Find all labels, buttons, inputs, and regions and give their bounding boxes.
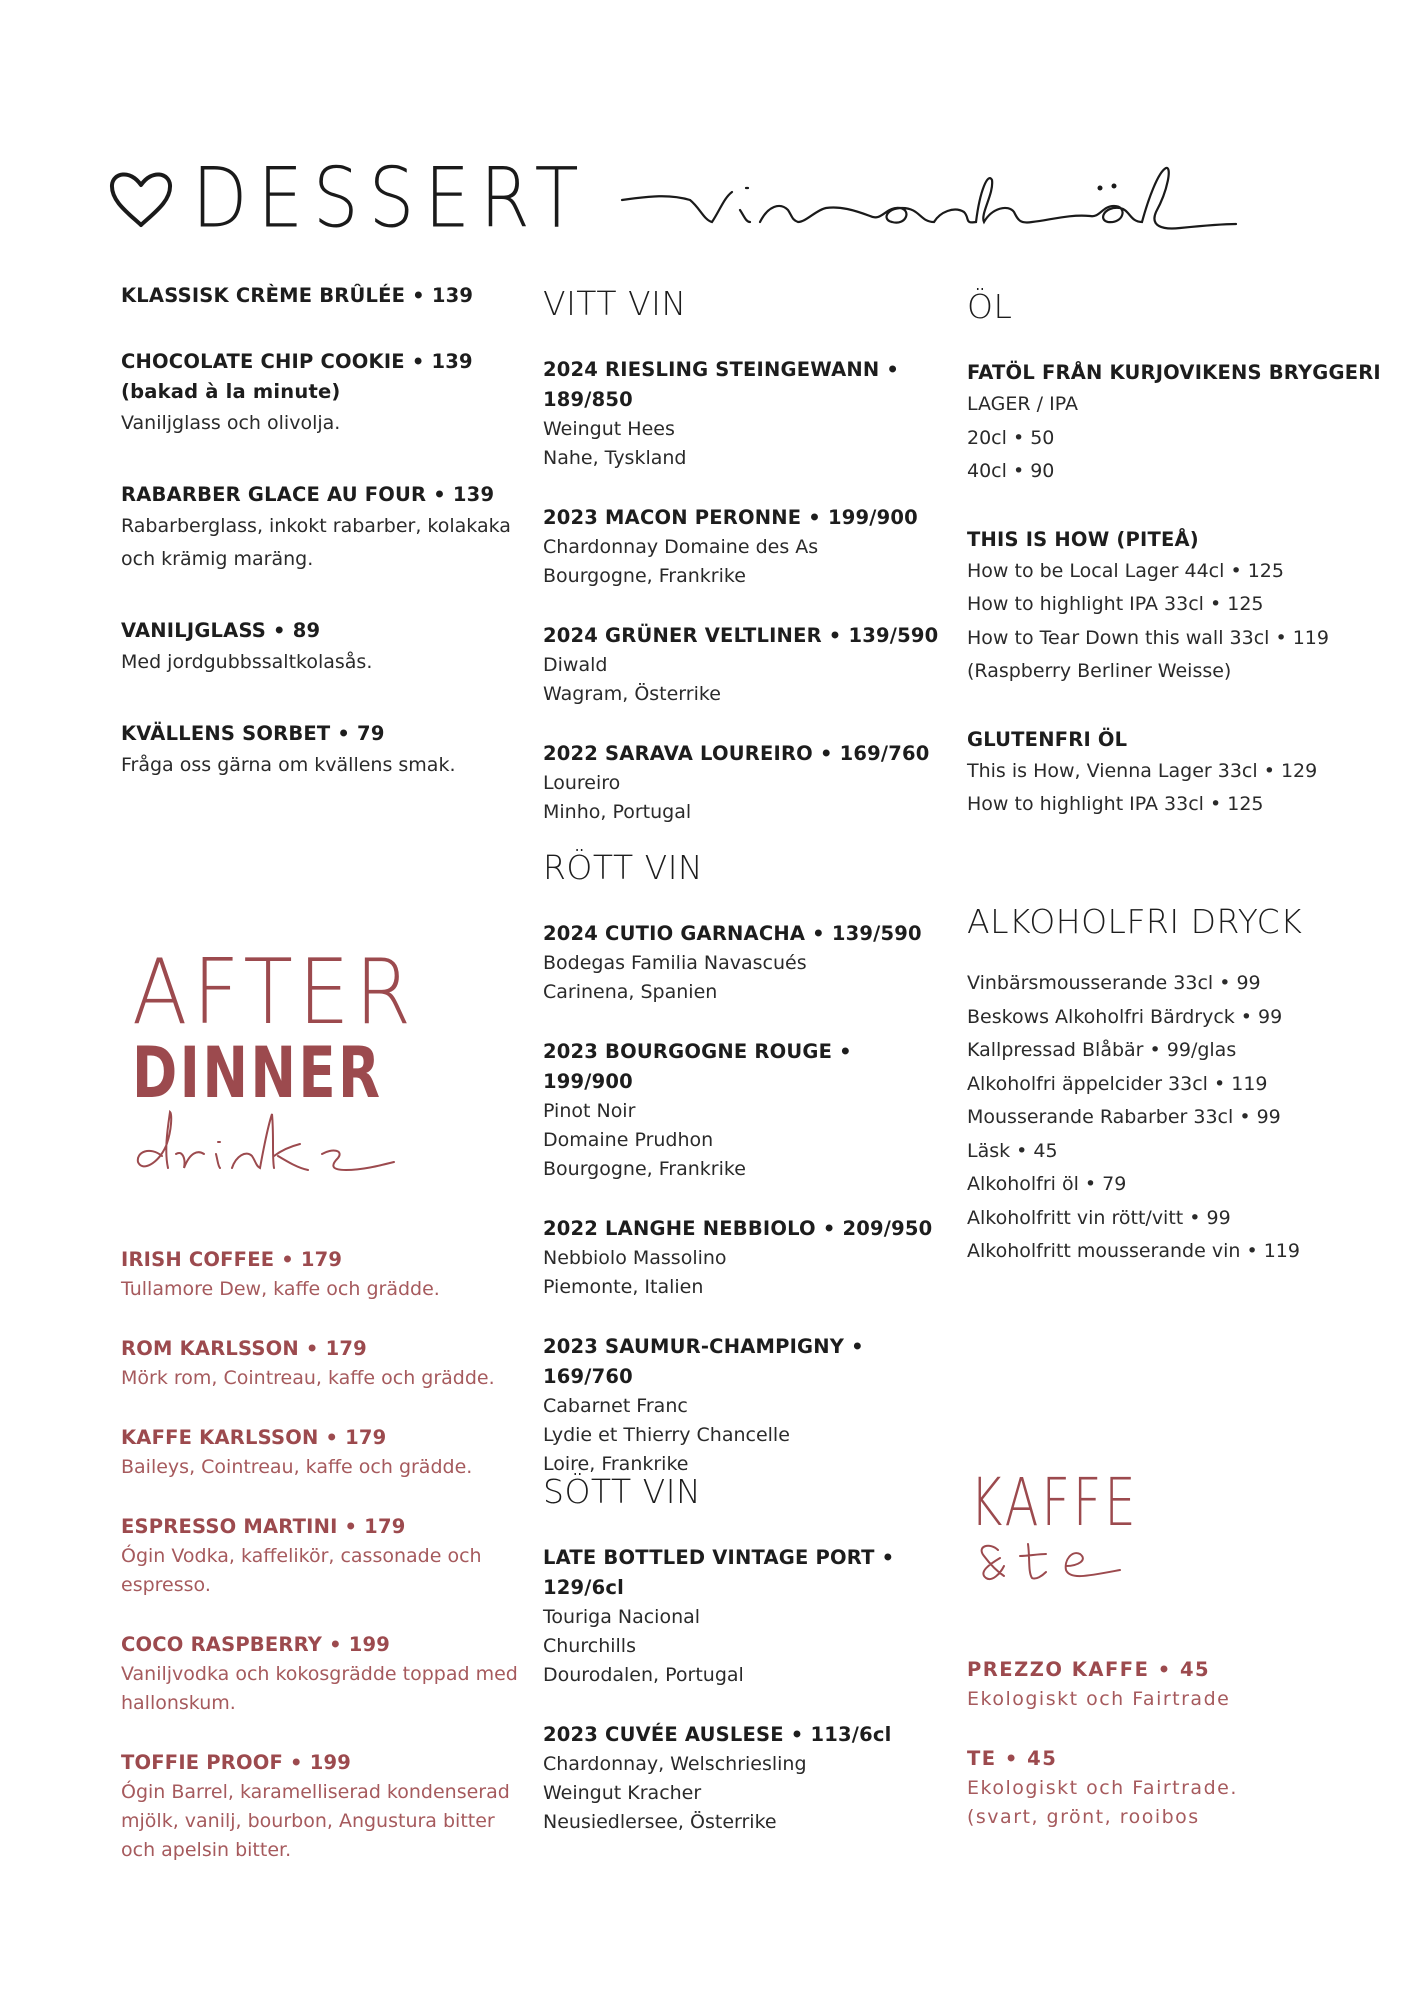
ol-list bbox=[967, 358, 1387, 822]
item-name: KLASSISK CRÈME BRÛLÉE • 139 bbox=[121, 284, 474, 307]
item-name: 2024 RIESLING STEINGEWANN • 189/850 bbox=[543, 358, 900, 411]
menu-item bbox=[967, 525, 1387, 689]
menu-item bbox=[121, 719, 521, 782]
menu-item bbox=[543, 1720, 943, 1837]
item-name: ESPRESSO MARTINI • 179 bbox=[121, 1515, 406, 1538]
menu-item bbox=[543, 503, 943, 591]
item-description: Bodegas Familia Navascués bbox=[543, 952, 807, 974]
menu-item bbox=[967, 1744, 1387, 1832]
dinner-word: DINNER bbox=[132, 1032, 383, 1114]
alkoholfri-item: Beskows Alkoholfri Bärdryck • 99 bbox=[967, 1005, 1283, 1028]
item-description: Piemonte, Italien bbox=[543, 1276, 704, 1298]
dessert-heading: DESSERT bbox=[192, 149, 589, 247]
alkoholfri-item: Kallpressad Blåbär • 99/glas bbox=[967, 1039, 1237, 1061]
menu-item bbox=[543, 919, 943, 1007]
alkoholfri-heading: ALKOHOLFRI DRYCK bbox=[967, 902, 1303, 941]
item-description: mjölk, vanilj, bourbon, Angustura bitter bbox=[121, 1810, 495, 1832]
wine-column bbox=[543, 284, 943, 857]
vitt-vin-heading: VITT VIN bbox=[543, 284, 687, 323]
item-description: Vaniljvodka och kokosgrädde toppad med bbox=[121, 1663, 518, 1685]
item-description: Pinot Noir bbox=[543, 1100, 636, 1122]
dessert-title bbox=[108, 149, 589, 247]
alkoholfri-item: Vinbärsmousserande 33cl • 99 bbox=[967, 972, 1261, 994]
kaffe-list bbox=[967, 1655, 1387, 1862]
item-name: TOFFIE PROOF • 199 bbox=[121, 1751, 352, 1774]
alkoholfri-item: Alkoholfri äppelcider 33cl • 119 bbox=[967, 1072, 1268, 1095]
item-description: Ógin Vodka, kaffelikör, cassonade och bbox=[121, 1545, 482, 1567]
menu-item bbox=[121, 480, 521, 576]
item-description: Vaniljglass och olivolja. bbox=[121, 412, 341, 434]
item-name: KAFFE KARLSSON • 179 bbox=[121, 1426, 387, 1449]
item-description: Mörk rom, Cointreau, kaffe och grädde. bbox=[121, 1367, 495, 1389]
item-description: Nebbiolo Massolino bbox=[543, 1247, 727, 1269]
item-description: Ekologiskt och Fairtrade. bbox=[967, 1777, 1238, 1799]
item-description: Dourodalen, Portugal bbox=[543, 1664, 744, 1686]
ol-heading: ÖL bbox=[967, 287, 1013, 326]
item-description: Med jordgubbssaltkolasås. bbox=[121, 651, 373, 673]
sott-column bbox=[543, 1472, 943, 1867]
item-description: How to be Local Lager 44cl • 125 bbox=[967, 559, 1284, 582]
item-name: 2022 SARAVA LOUREIRO • 169/760 bbox=[543, 742, 930, 765]
item-description: Carinena, Spanien bbox=[543, 981, 718, 1003]
vin-och-ol-script bbox=[620, 150, 1240, 250]
item-name: 2023 MACON PERONNE • 199/900 bbox=[543, 506, 918, 529]
kaffe-word: KAFFE bbox=[970, 1464, 1139, 1541]
heart-icon bbox=[108, 167, 174, 229]
item-description: Tullamore Dew, kaffe och grädde. bbox=[121, 1278, 440, 1300]
menu-item bbox=[967, 725, 1387, 822]
item-description: This is How, Vienna Lager 33cl • 129 bbox=[967, 759, 1318, 782]
item-description: Cabarnet Franc bbox=[543, 1395, 688, 1417]
item-name: 2022 LANGHE NEBBIOLO • 209/950 bbox=[543, 1217, 933, 1240]
item-description: espresso. bbox=[121, 1574, 211, 1596]
menu-item bbox=[967, 358, 1387, 489]
item-description: How to Tear Down this wall 33cl • 119 bbox=[967, 626, 1329, 649]
menu-item bbox=[543, 739, 943, 827]
item-name: KVÄLLENS SORBET • 79 bbox=[121, 722, 385, 745]
item-name: 2023 SAUMUR-CHAMPIGNY • 169/760 bbox=[543, 1335, 864, 1388]
item-description: Rabarberglass, inkokt rabarber, kolakaka bbox=[121, 515, 511, 537]
kaffe-te-title bbox=[970, 1464, 1195, 1586]
menu-item bbox=[543, 621, 943, 709]
item-description: Ógin Barrel, karamelliserad kondenserad bbox=[121, 1781, 510, 1803]
item-name: THIS IS HOW (PITEÅ) bbox=[967, 527, 1199, 551]
rott-column bbox=[543, 848, 943, 1509]
after-word: AFTER bbox=[132, 940, 417, 1045]
item-description: Bourgogne, Frankrike bbox=[543, 1158, 746, 1180]
alkoholfri-list bbox=[967, 967, 1387, 1269]
menu-item bbox=[543, 1543, 943, 1690]
dessert-list bbox=[121, 281, 521, 822]
menu-item bbox=[121, 616, 521, 679]
item-name: VANILJGLASS • 89 bbox=[121, 619, 321, 642]
item-description: Loureiro bbox=[543, 772, 621, 794]
alkoholfri-item: Alkoholfritt vin rött/vitt • 99 bbox=[967, 1206, 1231, 1229]
alkoholfri-item: Läsk • 45 bbox=[967, 1139, 1058, 1162]
item-description: och krämig maräng. bbox=[121, 548, 314, 570]
menu-item bbox=[967, 1655, 1387, 1714]
alkoholfri-item: Mousserande Rabarber 33cl • 99 bbox=[967, 1106, 1281, 1128]
item-description: (svart, grönt, rooibos bbox=[967, 1806, 1200, 1828]
menu-item bbox=[121, 1245, 521, 1304]
alkoholfri-column bbox=[967, 902, 1387, 1269]
menu-item bbox=[121, 347, 521, 440]
item-name: TE • 45 bbox=[967, 1747, 1058, 1770]
item-description: Loire, Frankrike bbox=[543, 1453, 689, 1475]
item-name: LATE BOTTLED VINTAGE PORT • 129/6cl bbox=[543, 1546, 895, 1599]
item-description: 40cl • 90 bbox=[967, 460, 1055, 482]
te-script bbox=[970, 1536, 1130, 1586]
item-description: Chardonnay, Welschriesling bbox=[543, 1753, 807, 1775]
menu-item bbox=[121, 1512, 521, 1600]
item-name: COCO RASPBERRY • 199 bbox=[121, 1633, 391, 1656]
item-description: Diwald bbox=[543, 654, 608, 676]
item-description: How to highlight IPA 33cl • 125 bbox=[967, 793, 1264, 815]
menu-item bbox=[543, 355, 943, 473]
item-description: Domaine Prudhon bbox=[543, 1129, 714, 1151]
menu-item bbox=[121, 1334, 521, 1393]
item-description: Bourgogne, Frankrike bbox=[543, 565, 746, 587]
item-description: Baileys, Cointreau, kaffe och grädde. bbox=[121, 1456, 473, 1478]
item-description: How to highlight IPA 33cl • 125 bbox=[967, 593, 1264, 615]
alkoholfri-item: Alkoholfritt mousserande vin • 119 bbox=[967, 1240, 1300, 1262]
item-description: Weingut Hees bbox=[543, 418, 675, 440]
menu-item bbox=[121, 1748, 521, 1865]
item-name: FATÖL FRÅN KURJOVIKENS BRYGGERI bbox=[967, 361, 1381, 384]
item-description: Ekologiskt och Fairtrade bbox=[967, 1688, 1231, 1710]
item-name: ROM KARLSSON • 179 bbox=[121, 1337, 367, 1360]
item-description: Touriga Nacional bbox=[543, 1606, 701, 1628]
after-dinner-title bbox=[132, 940, 453, 1176]
menu-item bbox=[121, 1630, 521, 1718]
vitt-vin-list bbox=[543, 355, 943, 827]
sott-vin-list bbox=[543, 1543, 943, 1837]
menu-item bbox=[121, 281, 521, 311]
item-description: Fråga oss gärna om kvällens smak. bbox=[121, 754, 456, 776]
item-description: Neusiedlersee, Österrike bbox=[543, 1811, 777, 1833]
item-name: 2024 GRÜNER VELTLINER • 139/590 bbox=[543, 624, 939, 647]
item-name: RABARBER GLACE AU FOUR • 139 bbox=[121, 483, 495, 506]
item-description: Chardonnay Domaine des As bbox=[543, 536, 819, 558]
item-description: Nahe, Tyskland bbox=[543, 447, 687, 469]
item-description: 20cl • 50 bbox=[967, 426, 1055, 449]
vin-och-ol-title bbox=[620, 150, 1240, 254]
menu-item bbox=[121, 1423, 521, 1482]
item-name: 2023 CUVÉE AUSLESE • 113/6cl bbox=[543, 1723, 892, 1746]
item-name: PREZZO KAFFE • 45 bbox=[967, 1658, 1211, 1681]
after-dinner-list bbox=[121, 1245, 521, 1895]
item-name: CHOCOLATE CHIP COOKIE • 139 bbox=[121, 350, 473, 373]
item-name: GLUTENFRI ÖL bbox=[967, 727, 1128, 751]
item-description: och apelsin bitter. bbox=[121, 1839, 292, 1861]
alkoholfri-item: Alkoholfri öl • 79 bbox=[967, 1173, 1127, 1195]
sott-vin-heading: SÖTT VIN bbox=[543, 1472, 702, 1511]
item-description: (Raspberry Berliner Weisse) bbox=[967, 660, 1232, 682]
item-description: Churchills bbox=[543, 1635, 636, 1657]
menu-item bbox=[543, 1332, 943, 1479]
item-name: 2024 CUTIO GARNACHA • 139/590 bbox=[543, 922, 922, 945]
menu-item bbox=[543, 1214, 943, 1302]
item-description: Wagram, Österrike bbox=[543, 683, 721, 705]
item-description: Minho, Portugal bbox=[543, 801, 692, 823]
item-name: IRISH COFFEE • 179 bbox=[121, 1248, 343, 1271]
menu-item bbox=[543, 1037, 943, 1184]
ol-column bbox=[967, 287, 1387, 858]
item-description: hallonskum. bbox=[121, 1692, 236, 1714]
item-description: Weingut Kracher bbox=[543, 1782, 702, 1804]
item-description: LAGER / IPA bbox=[967, 393, 1078, 415]
rott-vin-list bbox=[543, 919, 943, 1479]
item-name: 2023 BOURGOGNE ROUGE • 199/900 bbox=[543, 1040, 852, 1093]
rott-vin-heading: RÖTT VIN bbox=[543, 848, 704, 887]
item-description: Lydie et Thierry Chancelle bbox=[543, 1424, 790, 1446]
drinks-script bbox=[132, 1106, 402, 1176]
item-subtitle: (bakad à la minute) bbox=[121, 380, 341, 403]
